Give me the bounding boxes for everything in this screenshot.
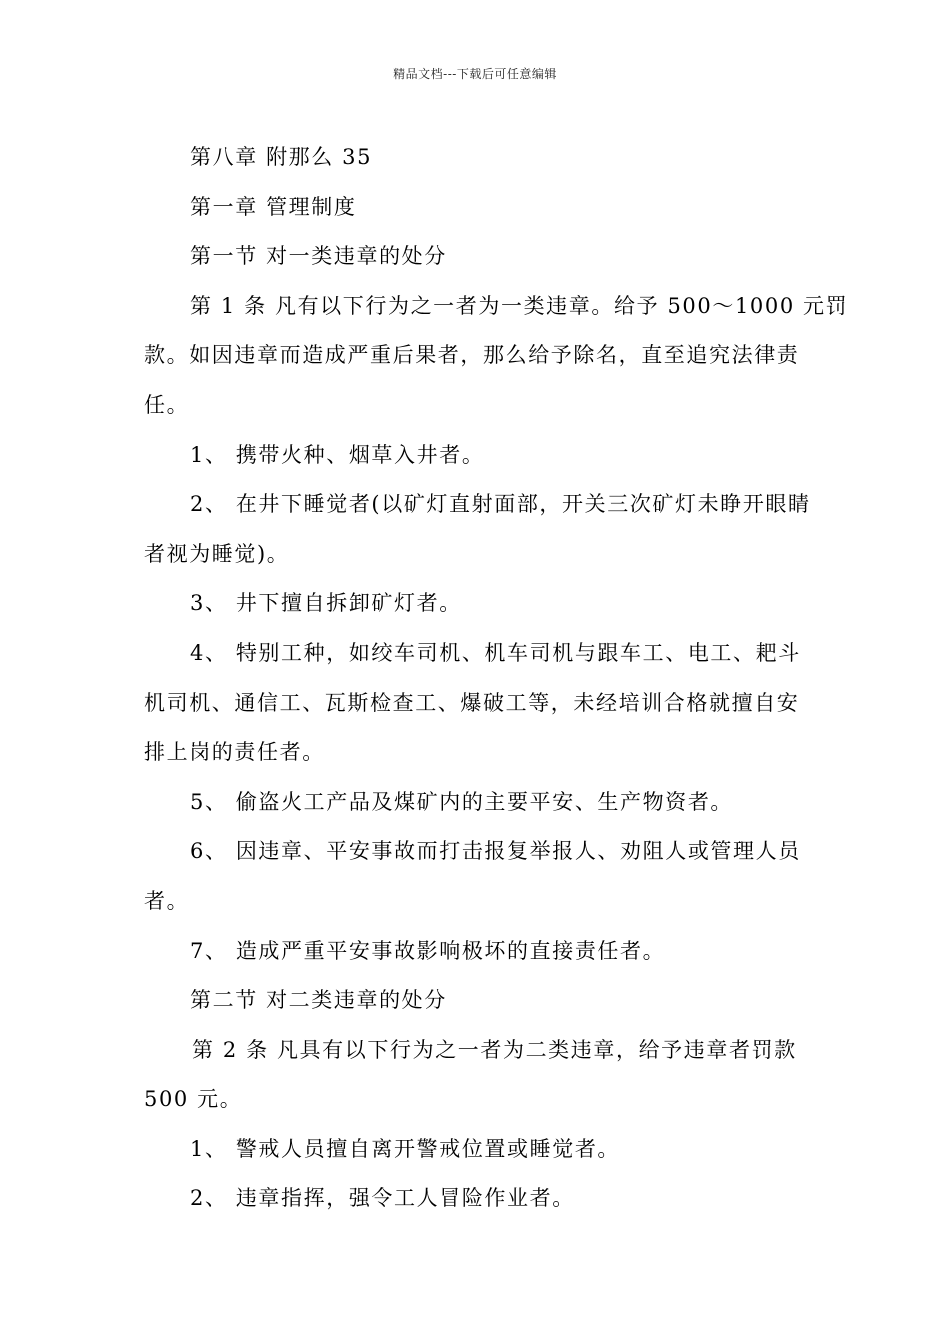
page-header: 精品文档---下载后可任意编辑 — [393, 67, 557, 81]
section-heading: 第一节 对一类违章的处分 — [190, 244, 447, 269]
article-paragraph-cont: 款。如因违章而造成严重后果者，那么给予除名，直至追究法律责 — [144, 343, 800, 368]
article-paragraph-cont: 任。 — [144, 392, 190, 417]
list-item: 6、 因违章、平安事故而打击报复举报人、劝阻人或管理人员 — [190, 839, 801, 864]
list-item: 4、 特别工种，如绞车司机、机车司机与跟车工、电工、耙斗 — [190, 640, 801, 665]
list-item-cont: 者视为睡觉)。 — [144, 541, 290, 566]
list-item: 7、 造成严重平安事故影响极坏的直接责任者。 — [190, 938, 666, 963]
list-item: 5、 偷盗火工产品及煤矿内的主要平安、生产物资者。 — [190, 789, 734, 814]
list-item: 3、 井下擅自拆卸矿灯者。 — [190, 591, 462, 616]
article-paragraph: 第 1 条 凡有以下行为之一者为一类违章。给予 500～1000 元罚 — [190, 293, 849, 318]
list-item-cont: 排上岗的责任者。 — [144, 740, 325, 765]
list-item: 1、 警戒人员擅自离开警戒位置或睡觉者。 — [190, 1136, 621, 1161]
list-item-cont: 机司机、通信工、瓦斯检查工、爆破工等，未经培训合格就擅自安 — [144, 690, 800, 715]
list-item: 1、 携带火种、烟草入井者。 — [190, 442, 485, 467]
list-item-cont: 者。 — [144, 888, 190, 913]
document-body — [144, 133, 849, 1224]
list-item: 2、 违章指挥，强令工人冒险作业者。 — [190, 1186, 575, 1211]
article-paragraph: 第 2 条 凡具有以下行为之一者为二类违章，给予违章者罚款 — [192, 1037, 797, 1062]
list-item: 2、 在井下睡觉者(以矿灯直射面部，开关三次矿灯未睁开眼睛 — [190, 492, 811, 517]
article-paragraph-cont: 500 元。 — [144, 1087, 243, 1112]
chapter-heading: 第八章 附那么 35 — [190, 145, 373, 169]
section-heading: 第二节 对二类违章的处分 — [190, 988, 447, 1013]
chapter-heading: 第一章 管理制度 — [190, 194, 357, 219]
